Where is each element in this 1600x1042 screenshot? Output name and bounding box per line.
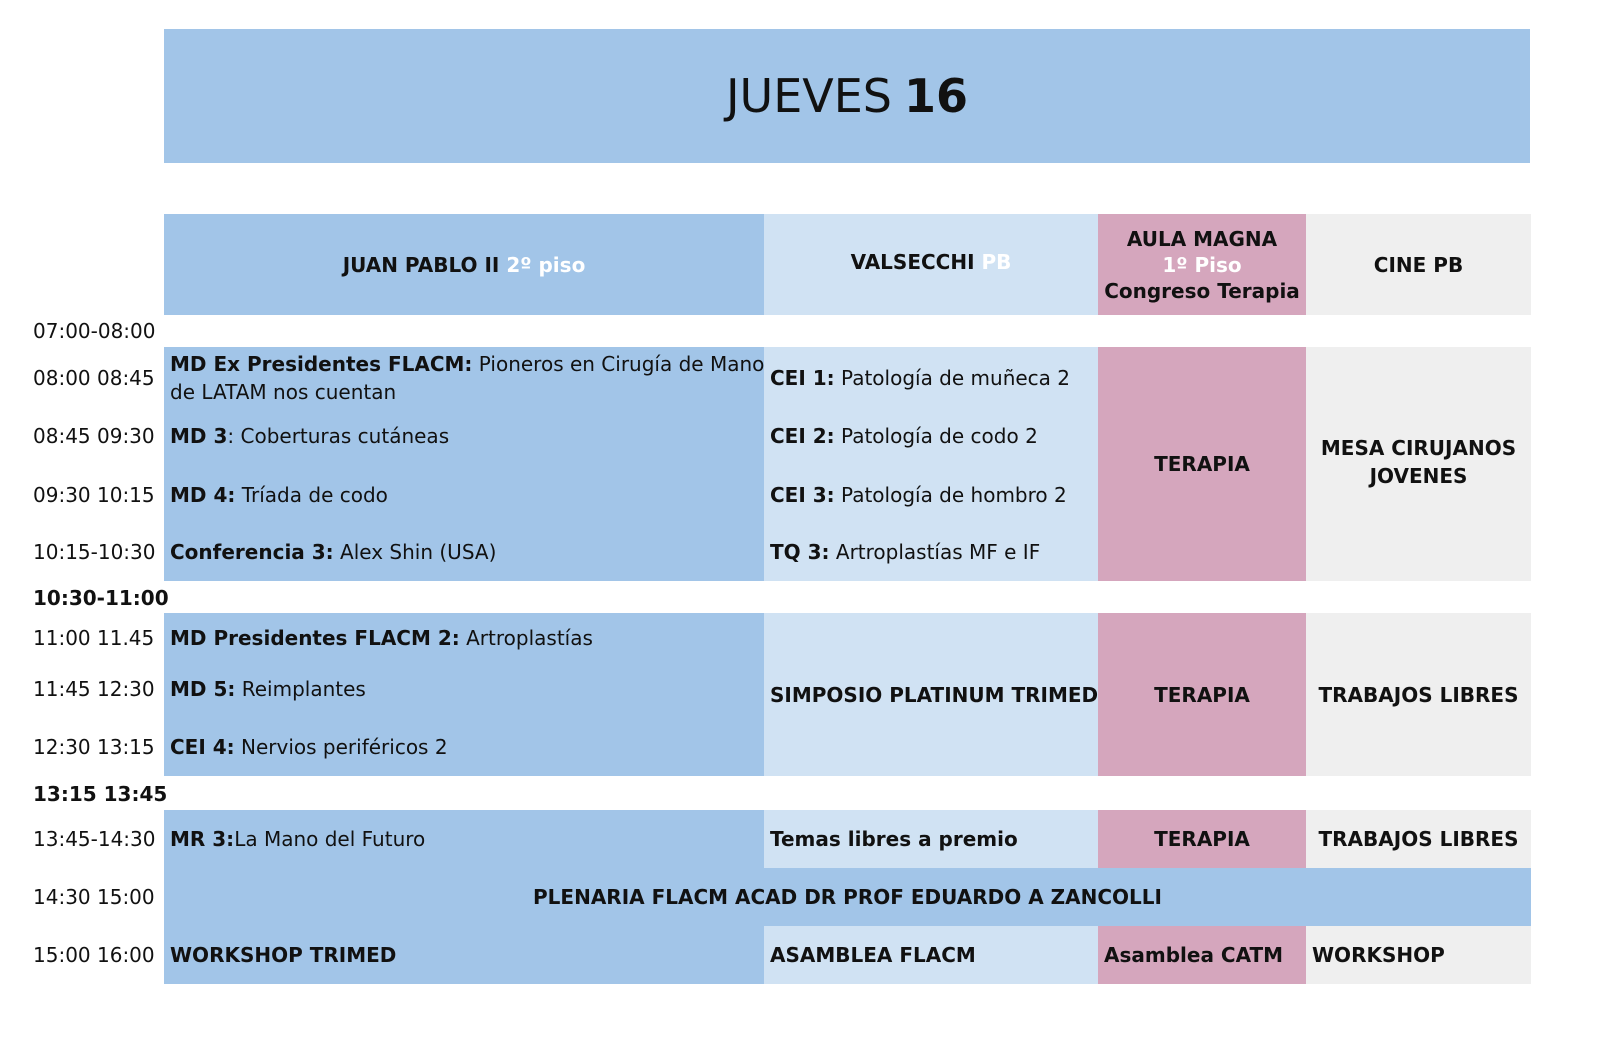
aula-magna-block-midday (1098, 613, 1306, 776)
time-label: 09:30 10:15 (33, 483, 155, 507)
session-md5: MD 5: Reimplantes (170, 677, 366, 701)
session-trabajos-libres: TRABAJOS LIBRES (1318, 682, 1519, 707)
session-trabajos-libres: TRABAJOS LIBRES (1318, 827, 1519, 851)
room-floor: 2º piso (506, 252, 586, 277)
session-mesa-line2: JOVENES (1369, 464, 1468, 488)
header-aula-magna (1098, 214, 1306, 315)
room-subtitle: Congreso Terapia (1104, 278, 1300, 303)
session-asamblea-flacm: ASAMBLEA FLACM (764, 926, 1098, 984)
session-workshop-trimed: WORKSHOP TRIMED (164, 926, 764, 984)
aula-magna-block-afternoon (1098, 810, 1306, 868)
day-name: JUEVES (725, 69, 892, 123)
time-label: 14:30 15:00 (33, 885, 155, 909)
time-label: 15:00 16:00 (33, 943, 155, 967)
session-md3: MD 3: Coberturas cutáneas (170, 424, 450, 448)
room-name: CINE PB (1373, 252, 1464, 277)
session-cei1: CEI 1: Patología de muñeca 2 (770, 366, 1071, 390)
time-label: 12:30 13:15 (33, 735, 155, 759)
session-cei3: CEI 3: Patología de hombro 2 (770, 483, 1067, 507)
session-simposio: SIMPOSIO PLATINUM TRIMED (770, 682, 1099, 707)
session-cei4: CEI 4: Nervios periféricos 2 (170, 735, 448, 759)
session-terapia: TERAPIA (1154, 452, 1250, 476)
header-cine (1306, 214, 1531, 315)
room-name: AULA MAGNA (1126, 226, 1278, 251)
session-workshop: WORKSHOP (1306, 926, 1531, 984)
session-conferencia3: Conferencia 3: Alex Shin (USA) (170, 540, 497, 564)
session-tq3: TQ 3: Artroplastías MF e IF (770, 540, 1041, 564)
cine-block-afternoon (1306, 810, 1531, 868)
cine-block-morning (1306, 347, 1531, 581)
session-cei2: CEI 2: Patología de codo 2 (770, 424, 1038, 448)
time-label: 10:15-10:30 (33, 540, 156, 564)
room-floor: 1º Piso (1162, 252, 1242, 277)
day-banner (164, 29, 1530, 163)
session-md4: MD 4: Tríada de codo (170, 483, 388, 507)
time-label: 08:45 09:30 (33, 424, 155, 448)
header-valsecchi (764, 214, 1098, 315)
session-plenaria: PLENARIA FLACM ACAD DR PROF EDUARDO A ZANCOLLI (164, 868, 1531, 926)
session-terapia: TERAPIA (1154, 682, 1250, 707)
cine-block-midday (1306, 613, 1531, 776)
room-name: JUAN PABLO II (342, 252, 500, 277)
valsecchi-block-midday (764, 613, 1098, 776)
session-md-ex-presidentes: MD Ex Presidentes FLACM: Pioneros en Cirugía de Mano de LATAM nos cuentan (170, 352, 765, 404)
day-number: 16 (904, 69, 969, 123)
session-mesa-line1: MESA CIRUJANOS (1320, 436, 1517, 460)
session-temas-libres: Temas libres a premio (764, 810, 1098, 868)
time-label: 08:00 08:45 (33, 366, 155, 390)
time-label: 07:00-08:00 (33, 319, 156, 343)
header-juan-pablo (164, 214, 764, 315)
room-name: VALSECCHI (850, 249, 975, 274)
time-label: 13:45-14:30 (33, 827, 156, 851)
time-label: 11:00 11.45 (33, 626, 155, 650)
time-label: 11:45 12:30 (33, 677, 155, 701)
time-label: 13:15 13:45 (33, 782, 168, 806)
session-terapia: TERAPIA (1154, 827, 1250, 851)
session-md-presidentes-2: MD Presidentes FLACM 2: Artroplastías (170, 626, 593, 650)
session-mr3: MR 3: La Mano del Futuro (164, 810, 764, 868)
session-asamblea-catm: Asamblea CATM (1098, 926, 1306, 984)
time-label: 10:30-11:00 (33, 586, 169, 610)
aula-magna-block-morning (1098, 347, 1306, 581)
room-floor: PB (981, 249, 1012, 274)
